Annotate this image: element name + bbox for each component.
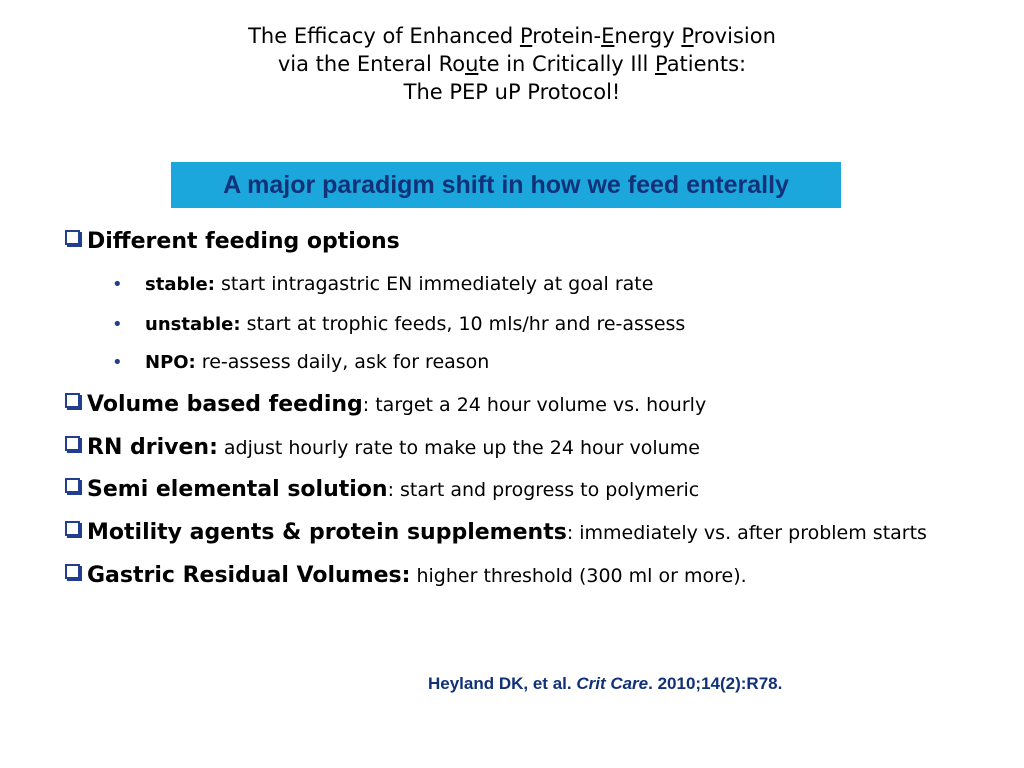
title-line-2: via the Enteral Route in Critically Ill Patients: [277, 52, 747, 76]
checkbox-icon [62, 518, 82, 542]
checkbox-icon [62, 433, 82, 457]
bullet-icon: • [112, 274, 123, 295]
bullet-icon: • [112, 352, 123, 373]
list-item: Gastric Residual Volumes: higher threshold (300 ml or more). [62, 561, 747, 591]
checkbox-icon [62, 561, 82, 585]
list-item: Motility agents & protein supplements: immediately vs. after problem starts [62, 518, 927, 548]
banner: A major paradigm shift in how we feed enterally [171, 162, 841, 208]
citation: Heyland DK, et al. Crit Care. 2010;14(2):R78. [428, 674, 783, 693]
sub-list-item: • NPO: re-assess daily, ask for reason [112, 349, 489, 376]
checkbox-icon [62, 227, 82, 251]
list-item: Volume based feeding: target a 24 hour volume vs. hourly [62, 390, 706, 420]
title-line-1: The Efficacy of Enhanced Protein-Energy Provision [248, 24, 776, 48]
checkbox-icon [62, 390, 82, 414]
title-line-3: The PEP uP Protocol! [403, 80, 621, 104]
bullet-icon: • [112, 314, 123, 335]
sub-list-item: • unstable: start at trophic feeds, 10 mls/hr and re-assess [112, 311, 685, 338]
list-item: Different feeding options [62, 227, 400, 257]
list-item: RN driven: adjust hourly rate to make up the 24 hour volume [62, 433, 700, 463]
sub-list-item: • stable: start intragastric EN immediately at goal rate [112, 271, 653, 298]
list-item: Semi elemental solution: start and progress to polymeric [62, 475, 699, 505]
checkbox-icon [62, 475, 82, 499]
